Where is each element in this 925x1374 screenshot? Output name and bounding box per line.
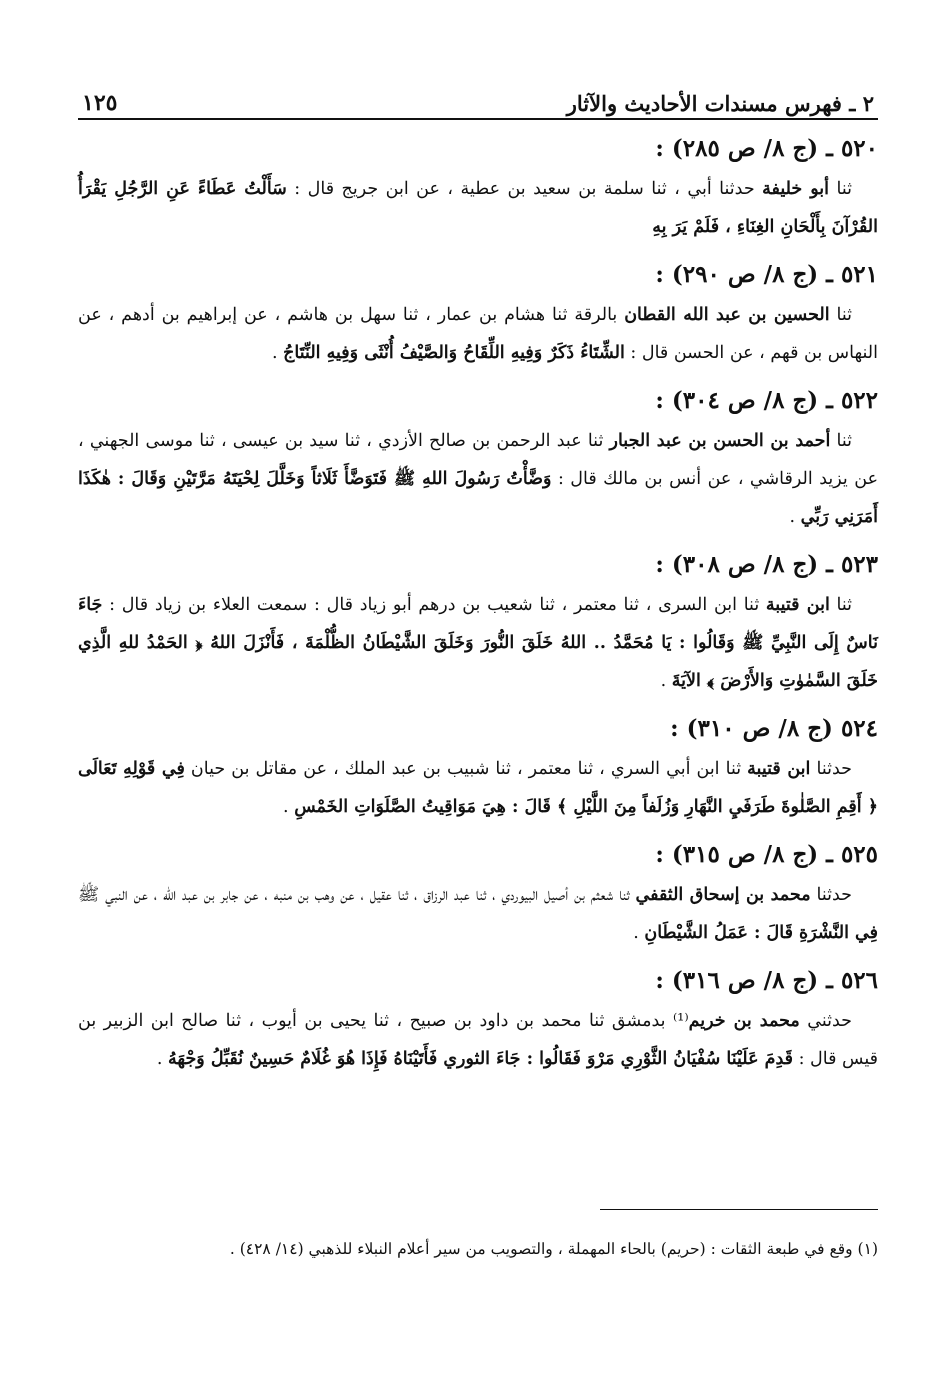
text-run: . (272, 343, 284, 363)
text-run: ثنا (829, 595, 853, 615)
hadith-text: جَاءَ نَاسٌ إِلَى النَّبِيِّ ﷺ وَقَالُوا : يَا مُحَمَّدُ .. اللهُ خَلَقَ النُّورَ وَخَلَقَ الشَّيْطَانُ الظُّلْمَةَ ، فَأَنْزَلَ اللهُ ﴿ الحَمْدُ للهِ الَّذِي خَلَقَ السَّمٰوٰتِ وَالأَرْضَ ﴾ الآيَةَ (78, 595, 878, 691)
entry-text (78, 422, 878, 536)
text-run: . (283, 797, 295, 817)
entry-heading: ٥٢١ ـ (ج ٨/ ص ٢٩٠) : (655, 261, 878, 288)
entry-heading: ٥٢٠ ـ (ج ٨/ ص ٢٨٥) : (655, 135, 878, 162)
entry-526 (78, 952, 878, 1078)
narrator-name: ابن قتيبة (747, 759, 811, 779)
narrator-name: الحسين بن عبد الله القطان (624, 305, 830, 325)
entry-522 (78, 372, 878, 536)
text-run: ثنا عبد الرحمن بن صالح الأزدي ، ثنا سيد بن عيسى ، ثنا موسى الجهني ، عن يزيد الرقاشي ، عن أنس بن مالك قال : (78, 431, 879, 489)
text-run: ثنا ابن أبي السري ، ثنا معتمر ، ثنا شبيب بن عبد الملك ، عن مقاتل بن حيان (184, 759, 748, 779)
entry-523 (78, 536, 878, 700)
text-run: حدثنا أبي ، ثنا سلمة بن سعيد بن عطية ، عن ابن جريج قال : (286, 179, 763, 199)
text-run: ثنا ابن السرى ، ثنا معتمر ، ثنا شعيب بن درهم أبو زياد قال : سمعت العلاء بن زياد قال : (102, 595, 766, 615)
hadith-text: فِي النَّشْرَةِ قَالَ : عَمَلُ الشَّيْطَانِ (644, 923, 878, 943)
entry-heading: ٥٢٥ ـ (ج ٨/ ص ٣١٥) : (655, 841, 878, 868)
entry-524 (78, 700, 878, 826)
hadith-text: فِي قَوْلِهِ تَعَالَى ﴿ أَقِمِ الصَّلٰوةَ طَرَفَيِ النَّهَارِ وَزُلَفاً مِنَ اللَّيْلِ ﴾ قَالَ : هِيَ مَوَاقِيتُ الصَّلَوَاتِ الخَمْسِ (78, 759, 878, 817)
text-run: حدثنا (810, 759, 852, 779)
page-header (78, 80, 878, 120)
entry-521 (78, 246, 878, 372)
narrator-name: محمد بن خريم (688, 1011, 800, 1031)
text-run: حدثنا (810, 885, 852, 905)
entry-text (78, 586, 878, 700)
entry-520 (78, 120, 878, 246)
text-run: ثنا (829, 305, 852, 325)
running-title: ٢ ـ فهرس مسندات الأحاديث والآثار (566, 91, 874, 116)
narrator-name: أبو خليفة (762, 179, 830, 199)
text-run: ثنا شعثم بن أصيل البيوردي ، ثنا عبد الرزاق ، ثنا عقيل ، عن وهب بن منبه ، عن جابر بن عبد الله ، عن النبي ﷺ (78, 885, 636, 905)
hadith-text: سَأَلْتُ عَطَاءً عَنِ الرَّجُلِ يَقْرَأُ القُرْآنَ بِأَلْحَانِ الغِنَاءِ ، فَلَمْ يَرَ بِهِ (78, 179, 878, 237)
text-run: حدثني (799, 1011, 852, 1031)
hadith-text: وَضَّأْتُ رَسُولَ اللهِ ﷺ فَتَوَضَّأَ ثَلَاثاً وَخَلَّلَ لِحْيَتَهُ مَرَّتَيْنِ وَقَالَ : هٰكَذَا أَمَرَنِي رَبِّي (78, 469, 878, 527)
entry-heading: ٥٢٦ ـ (ج ٨/ ص ٣١٦) : (655, 967, 878, 994)
text-run: . (633, 923, 645, 943)
footnote-divider (600, 1209, 878, 1210)
entry-heading: ٥٢٤ (ج ٨/ ص ٣١٠) : (670, 715, 878, 742)
entry-525 (78, 826, 878, 952)
footnote: (١) وقع في طبعة الثقات : (حريم) بالحاء المهملة ، والتصويب من سير أعلام النبلاء للذهبي (١٤/ ٤٢٨) . (229, 1239, 878, 1258)
entry-text (78, 170, 878, 246)
text-run: . (660, 671, 672, 691)
entry-heading: ٥٢٣ ـ (ج ٨/ ص ٣٠٨) : (655, 551, 878, 578)
text-run: . (156, 1049, 169, 1069)
hadith-text: قَدِمَ عَلَيْنَا سُفْيَانُ الثَّوْرِي مَرْوَ فَقَالُوا : جَاءَ الثوري فَأَتَيْنَاهُ فَإِذَا هُوَ غُلَامٌ حَسِينٌ نُقَبِّلُ وَجْهَهُ (168, 1049, 794, 1069)
text-run: . (789, 507, 801, 527)
entry-text (78, 750, 878, 826)
text-run: بالرقة ثنا هشام بن عمار ، ثنا سهل بن هاشم ، عن إبراهيم بن أدهم ، عن النهاس بن قهم ، عن الحسن قال : (78, 305, 878, 363)
text-run: ⁽¹⁾ بدمشق ثنا محمد بن داود بن صبيح ، ثنا يحيى بن أيوب ، ثنا صالح ابن الزبير بن قيس قال : (78, 1011, 878, 1069)
narrator-name: ابن قتيبة (765, 595, 830, 615)
narrator-name: أحمد بن الحسن بن عبد الجبار (609, 431, 831, 451)
text-run: ثنا (829, 179, 852, 199)
entry-text (78, 1002, 878, 1078)
entry-text (78, 296, 878, 372)
page (78, 80, 878, 1078)
hadith-text: الشِّتَاءُ ذَكَرٌ وَفِيهِ اللِّقَاحُ وَالصَّيْفُ أُنْثَى وَفِيهِ النِّتَاجُ (283, 343, 625, 363)
narrator-name: محمد بن إسحاق الثقفي (635, 885, 811, 905)
entry-heading: ٥٢٢ ـ (ج ٨/ ص ٣٠٤) : (655, 387, 878, 414)
entry-text (78, 876, 878, 952)
text-run: ثنا (830, 431, 852, 451)
page-number: ١٢٥ (82, 90, 118, 116)
